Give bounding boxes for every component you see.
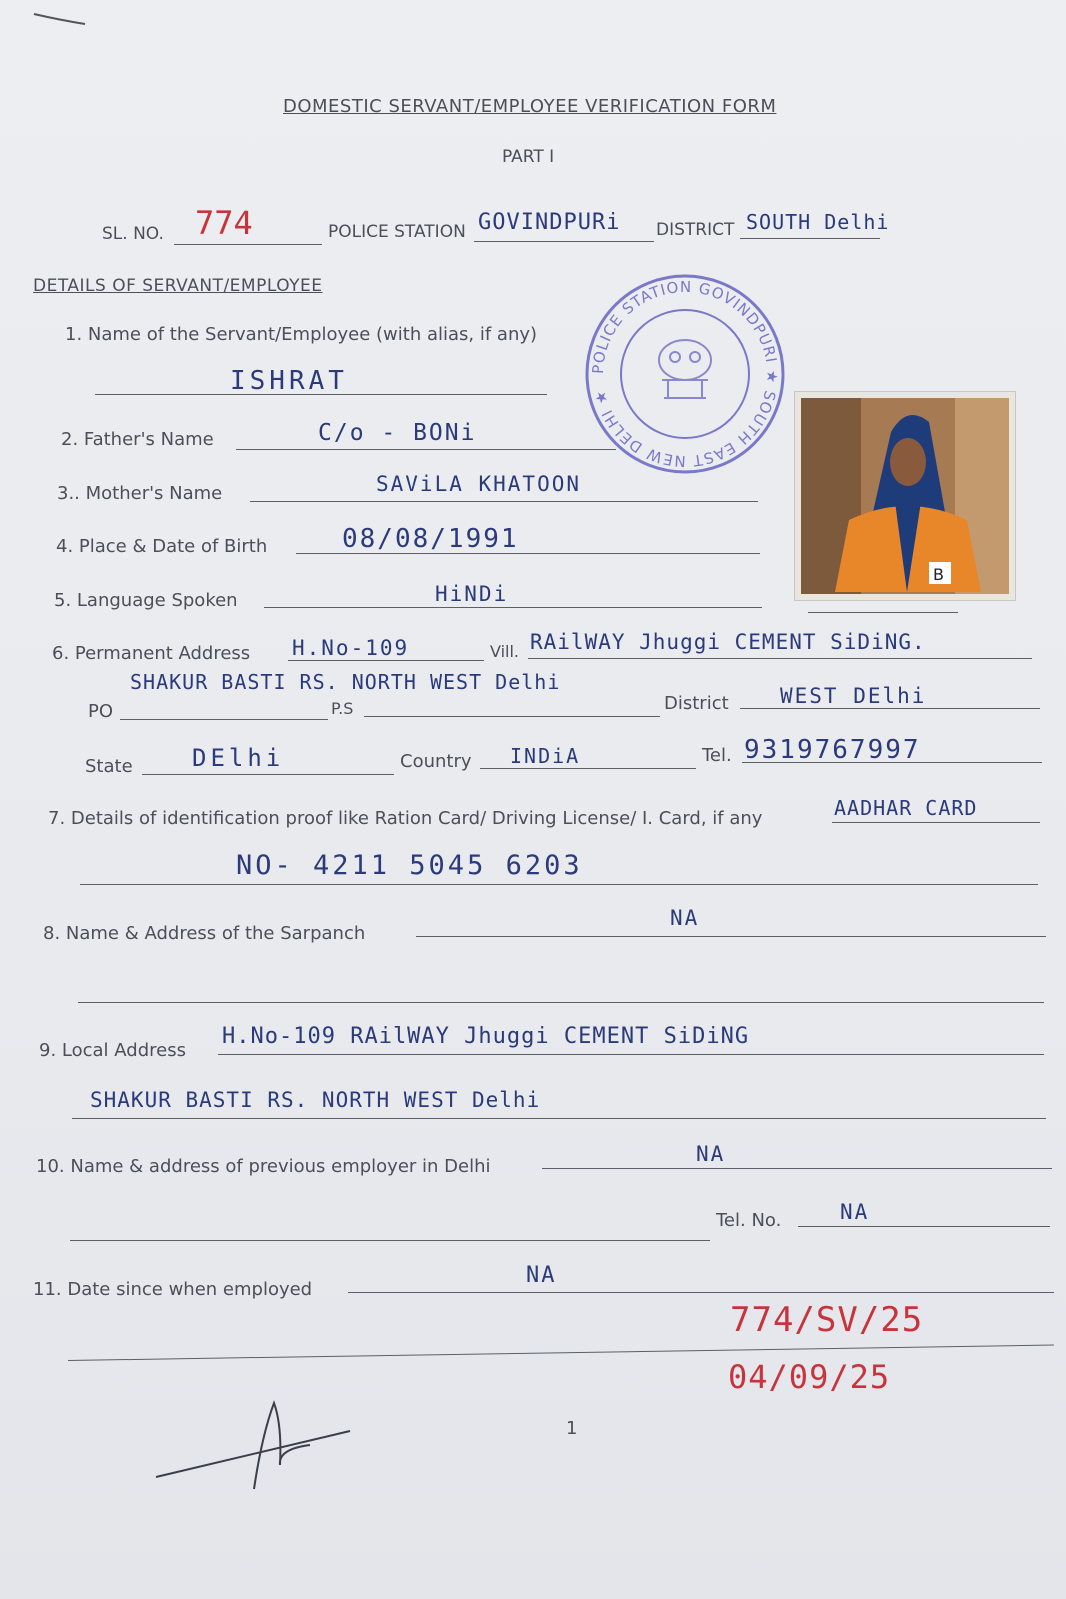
id-value: AADHAR CARD — [834, 796, 978, 820]
local-address-label: 9. Local Address — [39, 1040, 186, 1061]
stamp-text: POLICE STATION GOVINDPURI ★ SOUTH EAST NEW DELHI ★ — [588, 277, 782, 471]
tel-no-label: Tel. No. — [716, 1210, 782, 1231]
employed-since-value: NA — [526, 1263, 557, 1288]
perm-address-line2: SHAKUR BASTI RS. NORTH WEST Delhi — [130, 670, 561, 694]
signature — [150, 1395, 360, 1495]
employee-photo — [795, 392, 1015, 600]
name-label: 1. Name of the Servant/Employee (with alias, if any) — [65, 324, 538, 345]
state-label: State — [85, 756, 133, 777]
sarpanch-label: 8. Name & Address of the Sarpanch — [43, 923, 366, 944]
sarpanch-value: NA — [670, 906, 700, 930]
local-address-line2: SHAKUR BASTI RS. NORTH WEST Delhi — [90, 1088, 541, 1112]
police-stamp — [580, 272, 790, 477]
tel-label: Tel. — [702, 745, 732, 766]
svg-text:B: B — [933, 565, 944, 584]
pen-mark — [30, 8, 90, 28]
father-label: 2. Father's Name — [61, 429, 214, 450]
section-title: DETAILS OF SERVANT/EMPLOYEE — [33, 276, 323, 296]
mother-value: SAViLA KHATOON — [376, 472, 582, 496]
tel-value: 9319767997 — [744, 735, 921, 765]
language-label: 5. Language Spoken — [54, 590, 238, 611]
country-value: INDiA — [510, 744, 581, 768]
language-value: HiNDi — [435, 582, 509, 606]
prev-employer-value: NA — [696, 1142, 726, 1166]
form-title: DOMESTIC SERVANT/EMPLOYEE VERIFICATION FORM — [283, 96, 777, 117]
dob-value: 08/08/1991 — [342, 524, 519, 554]
district-value: WEST DElhi — [780, 684, 927, 708]
police-station-value: GOVINDPURi — [478, 210, 621, 235]
name-value: ISHRAT — [230, 366, 348, 396]
annotation-ref: 774/SV/25 — [730, 1300, 924, 1340]
country-label: Country — [400, 751, 472, 772]
local-address-line1: H.No-109 RAilWAY Jhuggi CEMENT SiDiNG — [222, 1024, 750, 1049]
district-header-label: DISTRICT — [656, 220, 735, 240]
sl-no-label: SL. NO. — [102, 224, 164, 244]
perm-address-line1: RAilWAY Jhuggi CEMENT SiDiNG. — [530, 630, 926, 654]
district-header-value: SOUTH Delhi — [746, 210, 890, 234]
district-label: District — [664, 693, 729, 714]
prev-employer-label: 10. Name & address of previous employer in Delhi — [36, 1156, 491, 1177]
po-label: PO — [88, 701, 114, 722]
tel-no-value: NA — [840, 1200, 870, 1224]
part-label: PART I — [502, 147, 555, 167]
id-number: NO- 4211 5045 6203 — [236, 850, 583, 881]
annotation-date: 04/09/25 — [728, 1358, 891, 1396]
perm-address-label: 6. Permanent Address — [52, 643, 251, 664]
state-value: DElhi — [192, 744, 285, 772]
perm-address-hno: H.No-109 — [292, 636, 410, 660]
id-label: 7. Details of identification proof like Ration Card/ Driving License/ I. Card, if any — [48, 808, 763, 829]
father-value: C/o - BONi — [318, 420, 477, 446]
dob-label: 4. Place & Date of Birth — [56, 536, 268, 557]
mother-label: 3.. Mother's Name — [57, 483, 223, 504]
vill-label: Vill. — [490, 642, 520, 661]
svg-text:POLICE STATION GOVINDPURI ★ SO — [589, 278, 781, 470]
employed-since-label: 11. Date since when employed — [33, 1279, 313, 1300]
ps-label: P.S — [331, 699, 354, 718]
page-number: 1 — [566, 1418, 578, 1439]
police-station-label: POLICE STATION — [328, 222, 466, 242]
sl-no-value: 774 — [195, 204, 253, 242]
